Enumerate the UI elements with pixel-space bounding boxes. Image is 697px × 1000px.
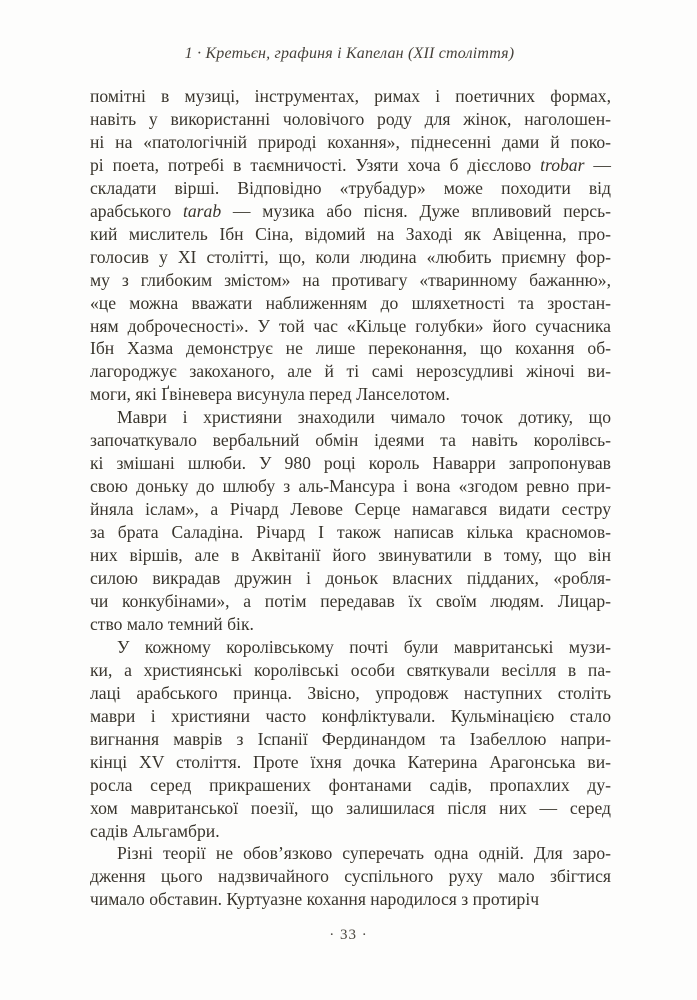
text-line: кий мислитель Ібн Сіна, відомий на Заході як Авіценна, про-: [90, 223, 611, 244]
text-line: започаткувало вербальний обмін ідеями та навіть королівсь-: [90, 430, 611, 451]
paragraph: [90, 406, 611, 636]
text-line: садів Альгамбри.: [90, 820, 220, 841]
text-line: складати вірші. Відповідно «трубадур» може походити від: [90, 177, 611, 198]
text-line: за брата Саладіна. Річард I також написав кілька красномов-: [90, 522, 611, 543]
text-line: чимало обставин. Куртуазне кохання народилося з протиріч: [90, 889, 540, 910]
text-line: силою викрадав дружин і доньок власних підданих, «робля-: [90, 568, 611, 589]
text-line: арабського tarab — музика або пісня. Дуже впливовий персь-: [90, 200, 611, 221]
text-line: маври і християни часто конфліктували. Кульмінацією стало: [90, 705, 611, 726]
text-line: моги, які Ґвіневера висунула перед Ланселотом.: [90, 384, 450, 405]
text-line: чи конкубінами», а потім передавав їх своїм людям. Лицар-: [90, 590, 611, 611]
text-line: хом мавританської поезії, що залишилася після них — серед: [90, 797, 611, 818]
text-line: Різні теорії не обов’язково суперечать одна одній. Для заро-: [117, 843, 611, 864]
text-line: ки, а християнські королівські особи святкували весілля в па-: [90, 659, 611, 680]
text-line: ні на «патологічній природі кохання», піднесенні дами й поко-: [90, 131, 611, 152]
text-line: рі поета, потребі в таємничості. Узяти хоча б дієслово trobar —: [90, 154, 611, 175]
paragraph: [90, 842, 611, 911]
text-line: Ібн Хазма демонструє не лише переконання, що кохання об-: [90, 338, 611, 359]
italic-term: trobar: [540, 154, 585, 175]
text-line: лаці арабського принца. Звісно, упродовж наступних століть: [90, 682, 611, 703]
page-number: · 33 ·: [329, 927, 368, 944]
text-line: лагороджує закоханого, але й ті самі нерозсудливі жіночі ви-: [90, 361, 611, 382]
text-line: помітні в музиці, інструментах, римах і поетичних формах,: [90, 86, 611, 106]
text-line: голосив у XI столітті, що, коли людина «любить приємну фор-: [90, 246, 611, 267]
text-line: ням доброчесності». У той час «Кільце голубки» його сучасника: [90, 315, 611, 336]
page-body: [90, 85, 611, 911]
text-line: кі змішані шлюби. У 980 році король Наварри запропонував: [90, 453, 611, 474]
text-line: Маври і християни знаходили чимало точок дотику, що: [117, 407, 611, 428]
text-line: У кожному королівському почті були мавританські музи-: [117, 636, 611, 657]
text-line: них віршів, але в Аквітанії його звинуватили в тому, що він: [90, 545, 611, 566]
text-line: «це можна вважати наближенням до шляхетності та зростан-: [90, 292, 611, 313]
text-line: свою доньку до шлюбу з аль-Мансура і вона «згодом ревно при-: [90, 476, 611, 497]
running-header: 1 · Кретьєн, графиня і Капелан (XII століття): [184, 45, 515, 62]
text-line: ство мало темний бік.: [90, 613, 254, 634]
paragraph: [90, 636, 611, 843]
text-line: йняла іслам», а Річард Левове Серце намагався видати сестру: [90, 499, 611, 520]
text-line: му з глибоким змістом» на противагу «тваринному бажанню»,: [90, 269, 611, 290]
paragraph: [90, 85, 611, 406]
text-line: росла серед прикрашених фонтанами садів, пропахлих ду-: [90, 774, 611, 795]
text-line: кінці XV століття. Проте їхня дочка Катерина Арагонська ви-: [90, 751, 611, 772]
text-line: вигнання маврів з Іспанії Фердинандом та Ізабеллою напри-: [90, 728, 611, 749]
text-line: дження цього надзвичайного суспільного руху мало збігтися: [90, 866, 611, 887]
italic-term: tarab: [182, 200, 222, 221]
text-line: навіть у використанні чоловічого роду для жінок, наголошен-: [90, 108, 611, 129]
